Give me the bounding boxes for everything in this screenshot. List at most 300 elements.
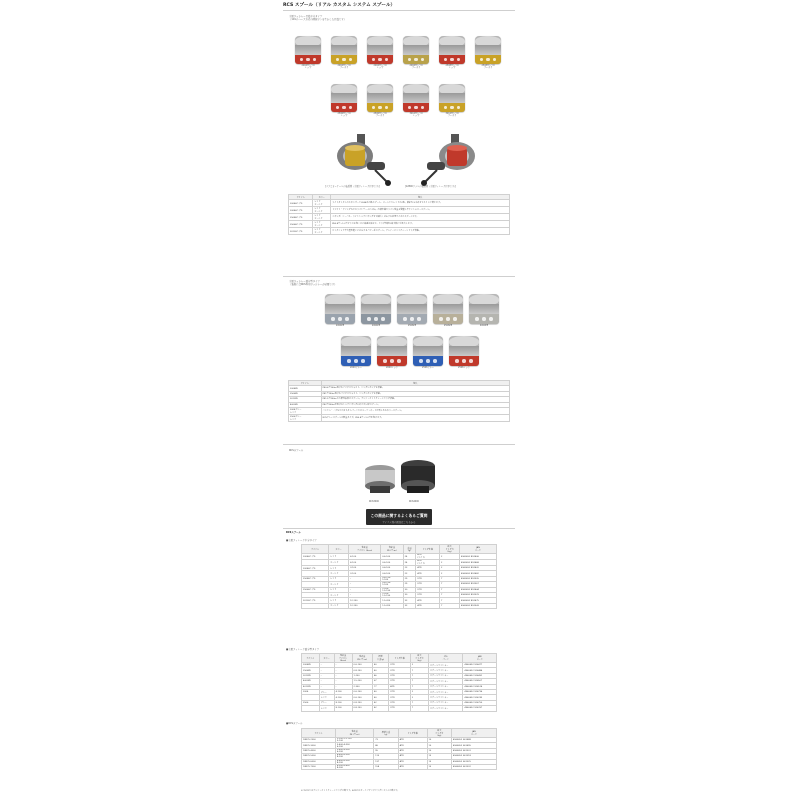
spec-table3-cell: 4960652 061501 bbox=[451, 748, 496, 753]
spec-table2-header: JAN コード bbox=[463, 654, 497, 663]
spec-table1-label: ■金属フィレーク半分タイプ bbox=[286, 539, 317, 542]
section2-table-cell: 2506PE bbox=[289, 391, 322, 396]
spec-table2-cell: 42 bbox=[372, 706, 388, 711]
section3-intro: RCSスプール bbox=[289, 449, 304, 452]
section2-table-cell: 2004ブルー レッド bbox=[289, 407, 322, 414]
spec-table1-header: カラー bbox=[329, 545, 349, 554]
spec-table1-cell: 0.4-100 bbox=[381, 566, 403, 571]
rcs-label-1: RCS3000 bbox=[369, 500, 379, 503]
spool-s2-top-2-label: 2004PE bbox=[371, 324, 381, 327]
spec-table3-cell: 137 bbox=[374, 759, 398, 764]
spec-table2-cell: レッド bbox=[319, 706, 334, 711]
spec-table1-cell: 12-150 bbox=[349, 603, 381, 608]
spec-table2-cell: スプールワッシャー bbox=[428, 679, 462, 684]
spec-table2-cell: ブルー bbox=[319, 700, 334, 705]
spec-table2-cell: 4960652 926484 bbox=[463, 668, 497, 673]
spool-s2-top-4 bbox=[433, 294, 463, 324]
spec-table2-cell: 77 bbox=[372, 684, 388, 689]
spec-table1-cell: 7 bbox=[440, 603, 460, 608]
section1-table-header: カラー bbox=[313, 195, 331, 200]
spec-table1-cell: 0.8-150, 1-100 bbox=[381, 582, 403, 587]
spec-table1-cell: レッド bbox=[329, 566, 349, 571]
section1-table-cell: レッド ゴールド bbox=[313, 214, 331, 221]
spool-s1-5 bbox=[439, 36, 465, 64]
spec-table1-cell: 4960652 892567 bbox=[460, 582, 497, 587]
spec-table3-cell: 4-500,6-400 8-300 bbox=[335, 764, 373, 769]
spec-table1-cell: レッド bbox=[329, 587, 349, 592]
spec-table2-label: ■金属フィレーク部分型タイプ bbox=[286, 648, 320, 651]
section2-table-row bbox=[289, 407, 510, 414]
spool-s1-10-label: 3012Hシブ9 ゴールド bbox=[445, 112, 459, 118]
spec-table1-cell: UTD bbox=[416, 582, 440, 587]
spec-table-2 bbox=[301, 653, 497, 712]
spec-table2-cell: UTD bbox=[389, 673, 411, 678]
spec-table2-cell: 7 bbox=[410, 706, 428, 711]
spec-table1-cell: 3-100 bbox=[349, 571, 381, 576]
spool-s1-2-label: 2004Hシブ9 ゴールド bbox=[337, 64, 351, 70]
spec-table2-header: カラー bbox=[319, 654, 334, 663]
section1-table-cell: ライトタックルのスタンダード2004系の鉄スプール、ゴールドとレッドの2色。細糸から中糸までメインに使えます。 bbox=[331, 200, 510, 207]
spec-table1-cell bbox=[302, 603, 329, 608]
spool-s1-4 bbox=[403, 36, 429, 64]
section2-table-cell: RCSアルミスプールの軽量タイプ。PE0.8号～1.2号が巻けます。 bbox=[321, 414, 509, 421]
section1-table-row bbox=[289, 207, 510, 214]
spec-table2-cell: ATD bbox=[389, 684, 411, 689]
spec-heading: RCSスプール bbox=[286, 531, 301, 534]
section1-table-row bbox=[289, 200, 510, 207]
section1-table-header: 特長 bbox=[331, 195, 510, 200]
spec-table2-cell: 4960652 926477 bbox=[463, 663, 497, 668]
spec-table1-cell: 2 bbox=[440, 554, 460, 560]
spool-s2-top-2 bbox=[361, 294, 391, 324]
page-title: RCS スプール（リアル カスタム システム スプール） bbox=[283, 3, 396, 8]
spec-table2-cell: 2 bbox=[410, 663, 428, 668]
spec-table1-cell: 4960652 892543 bbox=[460, 603, 497, 608]
spec-table1-cell: 4960652 892468 bbox=[460, 560, 497, 566]
spec-table1-cell: 2 bbox=[440, 566, 460, 571]
spool-s1-9-label: 3012Hシブ9 レッド bbox=[409, 112, 423, 118]
spool-s1-8 bbox=[367, 84, 393, 112]
spec-table2-cell: 7 bbox=[410, 668, 428, 673]
spec-table1-cell: レッド bbox=[329, 554, 349, 560]
spool-s2-bottom-2-label: 2004レッド bbox=[385, 366, 399, 369]
spec-table1-cell: 4960652 892444 bbox=[460, 587, 497, 592]
section2-table-cell: 2004PE bbox=[289, 386, 322, 391]
section1-table-cell: 3012Hシブ9 bbox=[289, 228, 313, 235]
section1-table-cell: 2004Hシブ9 bbox=[289, 207, 313, 214]
spec-table3-header: JAN コード bbox=[451, 729, 496, 738]
spool-s2-top-3-label: 2506PE bbox=[407, 324, 417, 327]
faq-button-label: この商品に関するよくあるご質問 bbox=[370, 512, 428, 518]
spool-s2-bottom-3 bbox=[413, 336, 443, 366]
spec-table1-cell: 4960652 892529 bbox=[460, 592, 497, 597]
reel-image-right bbox=[411, 130, 481, 188]
spec-table3-cell: 115 bbox=[374, 754, 398, 759]
spool-s2-top-1-label: 2004PE bbox=[335, 324, 345, 327]
spec-table1-cell: 30 bbox=[403, 587, 416, 592]
spec-table2-cell: 2004PE bbox=[302, 663, 320, 668]
spec-table2-cell: 2 bbox=[410, 689, 428, 694]
reel-caption-left: [リブとオーナーへの装着例（金属フィレーク付きです）] bbox=[325, 185, 381, 188]
spec-footnote: ※ TUTDとはアルティメットチューンドラグの略です。ATDとはオートマチックドラグシステムの略です。 bbox=[301, 790, 400, 792]
spec-table2-cell: 4960652 926767 bbox=[463, 706, 497, 711]
spec-table1-cell: 1-200, 1.5-150 bbox=[381, 592, 403, 597]
spec-table2-cell: 2-300 bbox=[352, 684, 372, 689]
spec-table2-header: 巻糸量 PE (号-m) bbox=[352, 654, 372, 663]
section1-table-cell: ロックショアや大型魚狙いに対応するパワー系スプール。アルティメットチューンドラグ搭載。 bbox=[331, 228, 510, 235]
spec-table1-cell: 29 bbox=[403, 576, 416, 581]
spec-table1-cell: 7 bbox=[440, 587, 460, 592]
spec-table1-cell: UTD bbox=[416, 592, 440, 597]
section1-table-row bbox=[289, 228, 510, 235]
spec-table3-cell: 10 bbox=[427, 748, 451, 753]
spec-table1-header: 巻糸量 PE (号-m) bbox=[381, 545, 403, 554]
spec-table3-cell: 15 bbox=[427, 764, 451, 769]
spec-table1-cell: ATD (ライト) bbox=[416, 554, 440, 560]
spec-table1-header: JAN コード bbox=[460, 545, 497, 554]
spec-table1-cell: 4-100 bbox=[349, 554, 381, 560]
section2-table-header: アイテム bbox=[289, 381, 322, 386]
spec-table2-cell: 42 bbox=[372, 700, 388, 705]
spec-table2-cell: 4012PE bbox=[302, 684, 320, 689]
spec-table1-cell: 0.4-100 bbox=[381, 571, 403, 576]
spec-table3-cell: 4-400,6-300 8-200 bbox=[335, 759, 373, 764]
spec-table2-cell: 2506PE bbox=[302, 668, 320, 673]
spool-s1-3-label: 2004Hシブ9 レッド bbox=[373, 64, 387, 70]
spec-table2-cell: 7 bbox=[410, 679, 428, 684]
section1-table-cell: レッド ゴールド bbox=[313, 207, 331, 214]
spec-table2-cell: 2 bbox=[410, 695, 428, 700]
rcs-label-2: RCS4000 bbox=[409, 500, 419, 503]
spec-table3-cell: 158 bbox=[374, 764, 398, 769]
spec-table1-cell: 4960652 892406 bbox=[460, 554, 497, 560]
spec-table1-cell: レッド bbox=[329, 576, 349, 581]
spec-table2-cell: 40 bbox=[372, 663, 388, 668]
spec-table2-cell: 40 bbox=[372, 689, 388, 694]
spec-table1-cell: UTD bbox=[416, 587, 440, 592]
spec-table2-cell: UTD bbox=[389, 689, 411, 694]
section2-table-cell: PE1.5号200mとの相性抜群のスプール。アルティメットチューンドラグ搭載。 bbox=[321, 397, 509, 402]
spool-s1-4-label: 2004Hシブ9 ゴールド bbox=[409, 64, 423, 70]
spec-table2-cell: 0.8-150 bbox=[352, 668, 372, 673]
spec-table1-cell: 4960652 892482 bbox=[460, 571, 497, 576]
spec-table3-cell: 3-400,4-300 6-200 bbox=[335, 743, 373, 748]
spec-table1-cell: ゴールド bbox=[329, 560, 349, 566]
spec-table1-cell: 24 bbox=[403, 554, 416, 560]
spec-table3-header: ドラグ仕様 bbox=[398, 729, 427, 738]
spec-table3-label: ■RCSスプール bbox=[286, 722, 303, 725]
spool-s1-8-label: 2506Hシブ9 ゴールド bbox=[373, 112, 387, 118]
spec-table3-cell: 4960652 061488 bbox=[451, 738, 496, 743]
spec-table3-row bbox=[302, 764, 497, 769]
spec-table3-cell: ATD bbox=[398, 738, 427, 743]
section2-table-header: 特長 bbox=[321, 381, 509, 386]
spec-table2-cell: 4-100 bbox=[334, 689, 352, 694]
spec-table3-cell: ATD bbox=[398, 764, 427, 769]
spec-table2-cell: スプールワッシャー bbox=[428, 684, 462, 689]
spec-table2-cell: UTD bbox=[389, 679, 411, 684]
spec-table2-cell: 46 bbox=[372, 673, 388, 678]
section1-table-cell: 2004Hシブ9 bbox=[289, 200, 313, 207]
spec-table3-cell: ATD bbox=[398, 759, 427, 764]
spec-table1-cell: UTD bbox=[416, 576, 440, 581]
spec-table2-cell: UTD bbox=[389, 668, 411, 673]
spec-table2-cell: UTD bbox=[389, 706, 411, 711]
spec-table2-cell: スプールワッシャー bbox=[428, 689, 462, 694]
spool-s1-9 bbox=[403, 84, 429, 112]
spec-table1-cell: ATD bbox=[416, 603, 440, 608]
spec-table1-cell: 2506Hシブ9 bbox=[302, 587, 329, 592]
spool-s2-bottom-1-label: 2004ブルー bbox=[349, 366, 363, 369]
spec-table3-cell: 86 bbox=[374, 743, 398, 748]
spool-s1-6 bbox=[475, 36, 501, 64]
spec-table1-header: 巻糸量 ナイロン (lb-m) bbox=[349, 545, 381, 554]
spec-table1-cell: 23 bbox=[403, 566, 416, 571]
spec-table2-cell: - bbox=[334, 673, 352, 678]
section1-table-cell: レッド ゴールド bbox=[313, 228, 331, 235]
spec-table2-row bbox=[302, 706, 497, 711]
reel-caption-right: [12800ファへの装着例（金属フィレーク付きです）] bbox=[405, 185, 457, 188]
spec-table3-cell: 15 bbox=[427, 754, 451, 759]
spec-table1-cell: - bbox=[349, 576, 381, 581]
spec-table1-row bbox=[302, 603, 497, 608]
spec-table2-cell: 40 bbox=[372, 695, 388, 700]
spec-table2-cell bbox=[302, 706, 320, 711]
spec-table2-cell: 7 bbox=[410, 700, 428, 705]
spec-table2-cell: スプールワッシャー bbox=[428, 673, 462, 678]
spool-s2-bottom-4 bbox=[449, 336, 479, 366]
section2-intro: 金属ワッシャー部分型タイプ （装着にはRCS専用ワッシャーが必要です） bbox=[289, 280, 337, 286]
spec-table1-cell: 4-100 bbox=[349, 560, 381, 566]
spec-table2-cell: - bbox=[319, 668, 334, 673]
spec-table1-header: 最大 ドラグ力 (kg) bbox=[440, 545, 460, 554]
spool-s2-top-3 bbox=[397, 294, 427, 324]
spec-table3-cell: 10 bbox=[427, 743, 451, 748]
spec-table-3 bbox=[301, 728, 497, 770]
spec-table1-cell: 3-100 bbox=[349, 566, 381, 571]
spec-table1-cell: 2 bbox=[440, 571, 460, 576]
spec-table1-cell: - bbox=[349, 592, 381, 597]
spec-table2-cell: 0.6-100 bbox=[352, 663, 372, 668]
spec-table1-cell: 30 bbox=[403, 592, 416, 597]
spec-table2-cell: 4960652 926514 bbox=[463, 684, 497, 689]
spec-table1-cell: - bbox=[349, 587, 381, 592]
spec-table3-cell: 18RCS 2500 bbox=[302, 738, 336, 743]
section2-table-cell: PE2号200mが巻けるショアジギング向けの大口径スプール。 bbox=[321, 402, 509, 407]
spec-table1-cell: 7 bbox=[440, 598, 460, 603]
faq-button-sublabel: アイテム別の回答はこちらから bbox=[382, 520, 416, 524]
spec-table2-cell: 4-100 bbox=[334, 695, 352, 700]
spec-table1-cell: 2508Hシブ9 bbox=[302, 576, 329, 581]
spool-s1-3 bbox=[367, 36, 393, 64]
spec-table1-cell: 12-150 bbox=[349, 598, 381, 603]
spool-s2-top-4-label: 2506PE bbox=[443, 324, 453, 327]
spec-table1-cell: 0.8-150, 1-100 bbox=[381, 576, 403, 581]
spec-table1-header: 重量 (g) bbox=[403, 545, 416, 554]
spec-table1-cell: 33 bbox=[403, 603, 416, 608]
spec-table2-header: 標準 自重(g) bbox=[372, 654, 388, 663]
spec-table2-cell: 0.8-150 bbox=[352, 706, 372, 711]
spec-table2-cell: 40 bbox=[372, 668, 388, 673]
spec-table1-cell: 2 bbox=[440, 560, 460, 566]
spec-table2-header: 巻糸量 ナイロン (lb-m) bbox=[334, 654, 352, 663]
spec-table2-cell: 4960652 926491 bbox=[463, 673, 497, 678]
section2-table-cell: PE1号150m巻けるマイクロキャスト、シングルポンプを搭載。 bbox=[321, 391, 509, 396]
spool-s2-bottom-3-label: 2506ブルー bbox=[421, 366, 435, 369]
spec-table3-header: 標準自重 (g) bbox=[374, 729, 398, 738]
spec-table2-header: ドラグ仕様 bbox=[389, 654, 411, 663]
spec-table2-cell: 1.5-200 bbox=[352, 679, 372, 684]
section1-table-cell: レッド ゴールド bbox=[313, 221, 331, 228]
spool-s1-6-label: 2508Hシブ9 ゴールド bbox=[481, 64, 495, 70]
title-divider bbox=[283, 10, 515, 11]
spec-table1-cell: 4960652 892475 bbox=[460, 598, 497, 603]
spec-table2-cell: - bbox=[319, 684, 334, 689]
spec-table1-cell: ゴールド bbox=[329, 571, 349, 576]
spec-table2-cell: 7 bbox=[410, 684, 428, 689]
spec-table1-cell: レッド bbox=[329, 598, 349, 603]
spec-table2-cell: UTD bbox=[389, 700, 411, 705]
spec-table1-cell: 7 bbox=[440, 582, 460, 587]
spec-table1-cell: ATD bbox=[416, 598, 440, 603]
spec-table-1 bbox=[301, 544, 497, 609]
spool-s2-bottom-4-label: 2506レッド bbox=[457, 366, 471, 369]
spec-table3-cell: 4960652 061525 bbox=[451, 759, 496, 764]
spec-table3-cell: 18RCS 3000 bbox=[302, 743, 336, 748]
spec-table2-cell: 0.6-100 bbox=[352, 695, 372, 700]
spec-table3-cell: ATD bbox=[398, 748, 427, 753]
section1-table-cell: レッド ゴールド bbox=[313, 200, 331, 207]
spec-table1-cell: ATD bbox=[416, 566, 440, 571]
spec-table3-cell: 4960652 061518 bbox=[451, 754, 496, 759]
spec-table3-header: アイテム bbox=[302, 729, 336, 738]
section1-table-cell: 2506Hシブ9 bbox=[289, 221, 313, 228]
section2-table-cell: 2506ブルー レッド bbox=[289, 414, 322, 421]
spec-table2-cell: 2004 bbox=[302, 689, 320, 694]
spec-table2-cell: - bbox=[334, 663, 352, 668]
spec-table3-cell: 3-400,4-300 6-200 bbox=[335, 748, 373, 753]
spec-table2-cell: - bbox=[319, 663, 334, 668]
spool-s2-top-1 bbox=[325, 294, 355, 324]
spec-table2-cell: UTD bbox=[389, 695, 411, 700]
spec-table2-cell: - bbox=[319, 679, 334, 684]
section1-table-cell: エギング、シーバス、ライトショアジギングまで幅広く対応する汎用サイズのスプールです。 bbox=[331, 214, 510, 221]
spec-table2-cell: 4960652 926750 bbox=[463, 700, 497, 705]
spec-table2-cell: 4960652 926743 bbox=[463, 695, 497, 700]
spec-table3-cell: 73 bbox=[374, 738, 398, 743]
section1-table-header: アイテム bbox=[289, 195, 313, 200]
spec-table3-header: 巻糸量 PE (号-m) bbox=[335, 729, 373, 738]
spec-table2-cell: UTD bbox=[389, 663, 411, 668]
spec-table3-cell: 4-400,6-300 8-200 bbox=[335, 754, 373, 759]
section2-table-cell: 4000PE bbox=[289, 402, 322, 407]
spec-table1-header: アイテム bbox=[302, 545, 329, 554]
section2-divider bbox=[283, 444, 515, 445]
spec-table1-cell: 3012Hシブ9 bbox=[302, 598, 329, 603]
spec-table3-cell: 15 bbox=[427, 759, 451, 764]
spec-table1-cell: ATD (ライト) bbox=[416, 560, 440, 566]
spec-table3-cell: 18RCS 7000 bbox=[302, 764, 336, 769]
section1-divider bbox=[283, 276, 515, 277]
spec-table1-cell: 4960652 892420 bbox=[460, 566, 497, 571]
spec-table2-cell: スプールワッシャー bbox=[428, 706, 462, 711]
spec-table2-cell: - bbox=[319, 673, 334, 678]
section2-feature-table bbox=[288, 380, 510, 422]
spec-table2-cell: 4960652 926736 bbox=[463, 689, 497, 694]
spec-table1-cell: 1.5-200 bbox=[381, 603, 403, 608]
spec-table2-cell: 67 bbox=[372, 679, 388, 684]
spec-table1-cell: 7 bbox=[440, 576, 460, 581]
spec-table2-cell: - bbox=[334, 668, 352, 673]
spec-table2-cell: - bbox=[334, 679, 352, 684]
spec-table2-cell: スプールワッシャー bbox=[428, 668, 462, 673]
section1-table-cell: PE0.8号～1.2号クラスを巻くのに最適な深さで、ドラグ性能を最大限に引き出します。 bbox=[331, 221, 510, 228]
section2-table-cell: PE0.6号100m巻けるマイクロキャスト、シングルポンプを搭載。 bbox=[321, 386, 509, 391]
section3-divider bbox=[283, 528, 515, 529]
spec-table1-cell: 29 bbox=[403, 582, 416, 587]
spec-table1-cell: 2004Hシブ9 bbox=[302, 566, 329, 571]
spec-table1-cell: ATD bbox=[416, 571, 440, 576]
rcs-spool-images bbox=[358, 456, 442, 500]
spec-table2-cell: 0.6-100 bbox=[352, 689, 372, 694]
spec-table1-cell: 1.5-200 bbox=[381, 598, 403, 603]
spec-table2-cell: 8-100 bbox=[334, 706, 352, 711]
spec-table1-cell: 2004Hシブ9 bbox=[302, 554, 329, 560]
spec-table1-cell: 24 bbox=[403, 560, 416, 566]
spec-table3-cell: 4960652 061532 bbox=[451, 764, 496, 769]
spec-table3-cell: 95 bbox=[374, 748, 398, 753]
spec-table1-cell: 33 bbox=[403, 598, 416, 603]
spec-table3-cell: 18RCS 4000 bbox=[302, 748, 336, 753]
spec-table1-cell: 7 bbox=[440, 592, 460, 597]
spec-table2-cell: 0.8-150 bbox=[352, 700, 372, 705]
spec-table3-header: 最大 ドラグ力 (kg) bbox=[427, 729, 451, 738]
spec-table3-cell: ATD bbox=[398, 754, 427, 759]
spec-table2-cell: 4000PE bbox=[302, 679, 320, 684]
spool-s2-top-5 bbox=[469, 294, 499, 324]
spool-s2-top-5-label: 4000PE bbox=[479, 324, 489, 327]
spec-table2-cell: 2506 bbox=[302, 700, 320, 705]
spec-table1-cell: ゴールド bbox=[329, 603, 349, 608]
product-column bbox=[283, 0, 515, 800]
spool-s1-7 bbox=[331, 84, 357, 112]
spool-s1-5-label: 2508Hシブ9 レッド bbox=[445, 64, 459, 70]
section1-intro: 金属ワッシャー仕様半分タイプ （101のハーフ方式の開発ワンを生かした仕様です） bbox=[289, 15, 347, 21]
spec-table2-cell: 3012PE bbox=[302, 673, 320, 678]
spool-s1-10 bbox=[439, 84, 465, 112]
spec-table2-header: 対応 パーツ bbox=[428, 654, 462, 663]
section1-table-cell: 2508Hシブ9 bbox=[289, 214, 313, 221]
spec-table3-cell: 18RCS 6000 bbox=[302, 759, 336, 764]
spec-table2-cell: 7 bbox=[410, 673, 428, 678]
spec-table1-cell: 1-200, 1.5-150 bbox=[381, 587, 403, 592]
spec-table1-cell: 0.6-100 bbox=[381, 554, 403, 560]
spec-table1-header: ドラグ仕様 bbox=[416, 545, 440, 554]
spec-table3-cell: 4960652 061495 bbox=[451, 743, 496, 748]
spec-table1-cell: 0.6-100 bbox=[381, 560, 403, 566]
faq-button[interactable] bbox=[366, 509, 432, 525]
spec-table2-cell: 1-200 bbox=[352, 673, 372, 678]
spec-table2-cell: 8-100 bbox=[334, 700, 352, 705]
spec-table2-cell: スプールワッシャー bbox=[428, 700, 462, 705]
spec-table3-cell: 10 bbox=[427, 738, 451, 743]
spec-table3-cell: 2-200,2.5-150 3-100 bbox=[335, 738, 373, 743]
spool-s2-bottom-2 bbox=[377, 336, 407, 366]
spec-table1-cell: ゴールド bbox=[329, 592, 349, 597]
section1-table-row bbox=[289, 221, 510, 228]
spool-s1-1 bbox=[295, 36, 321, 64]
spec-table2-cell: 4960652 926507 bbox=[463, 679, 497, 684]
